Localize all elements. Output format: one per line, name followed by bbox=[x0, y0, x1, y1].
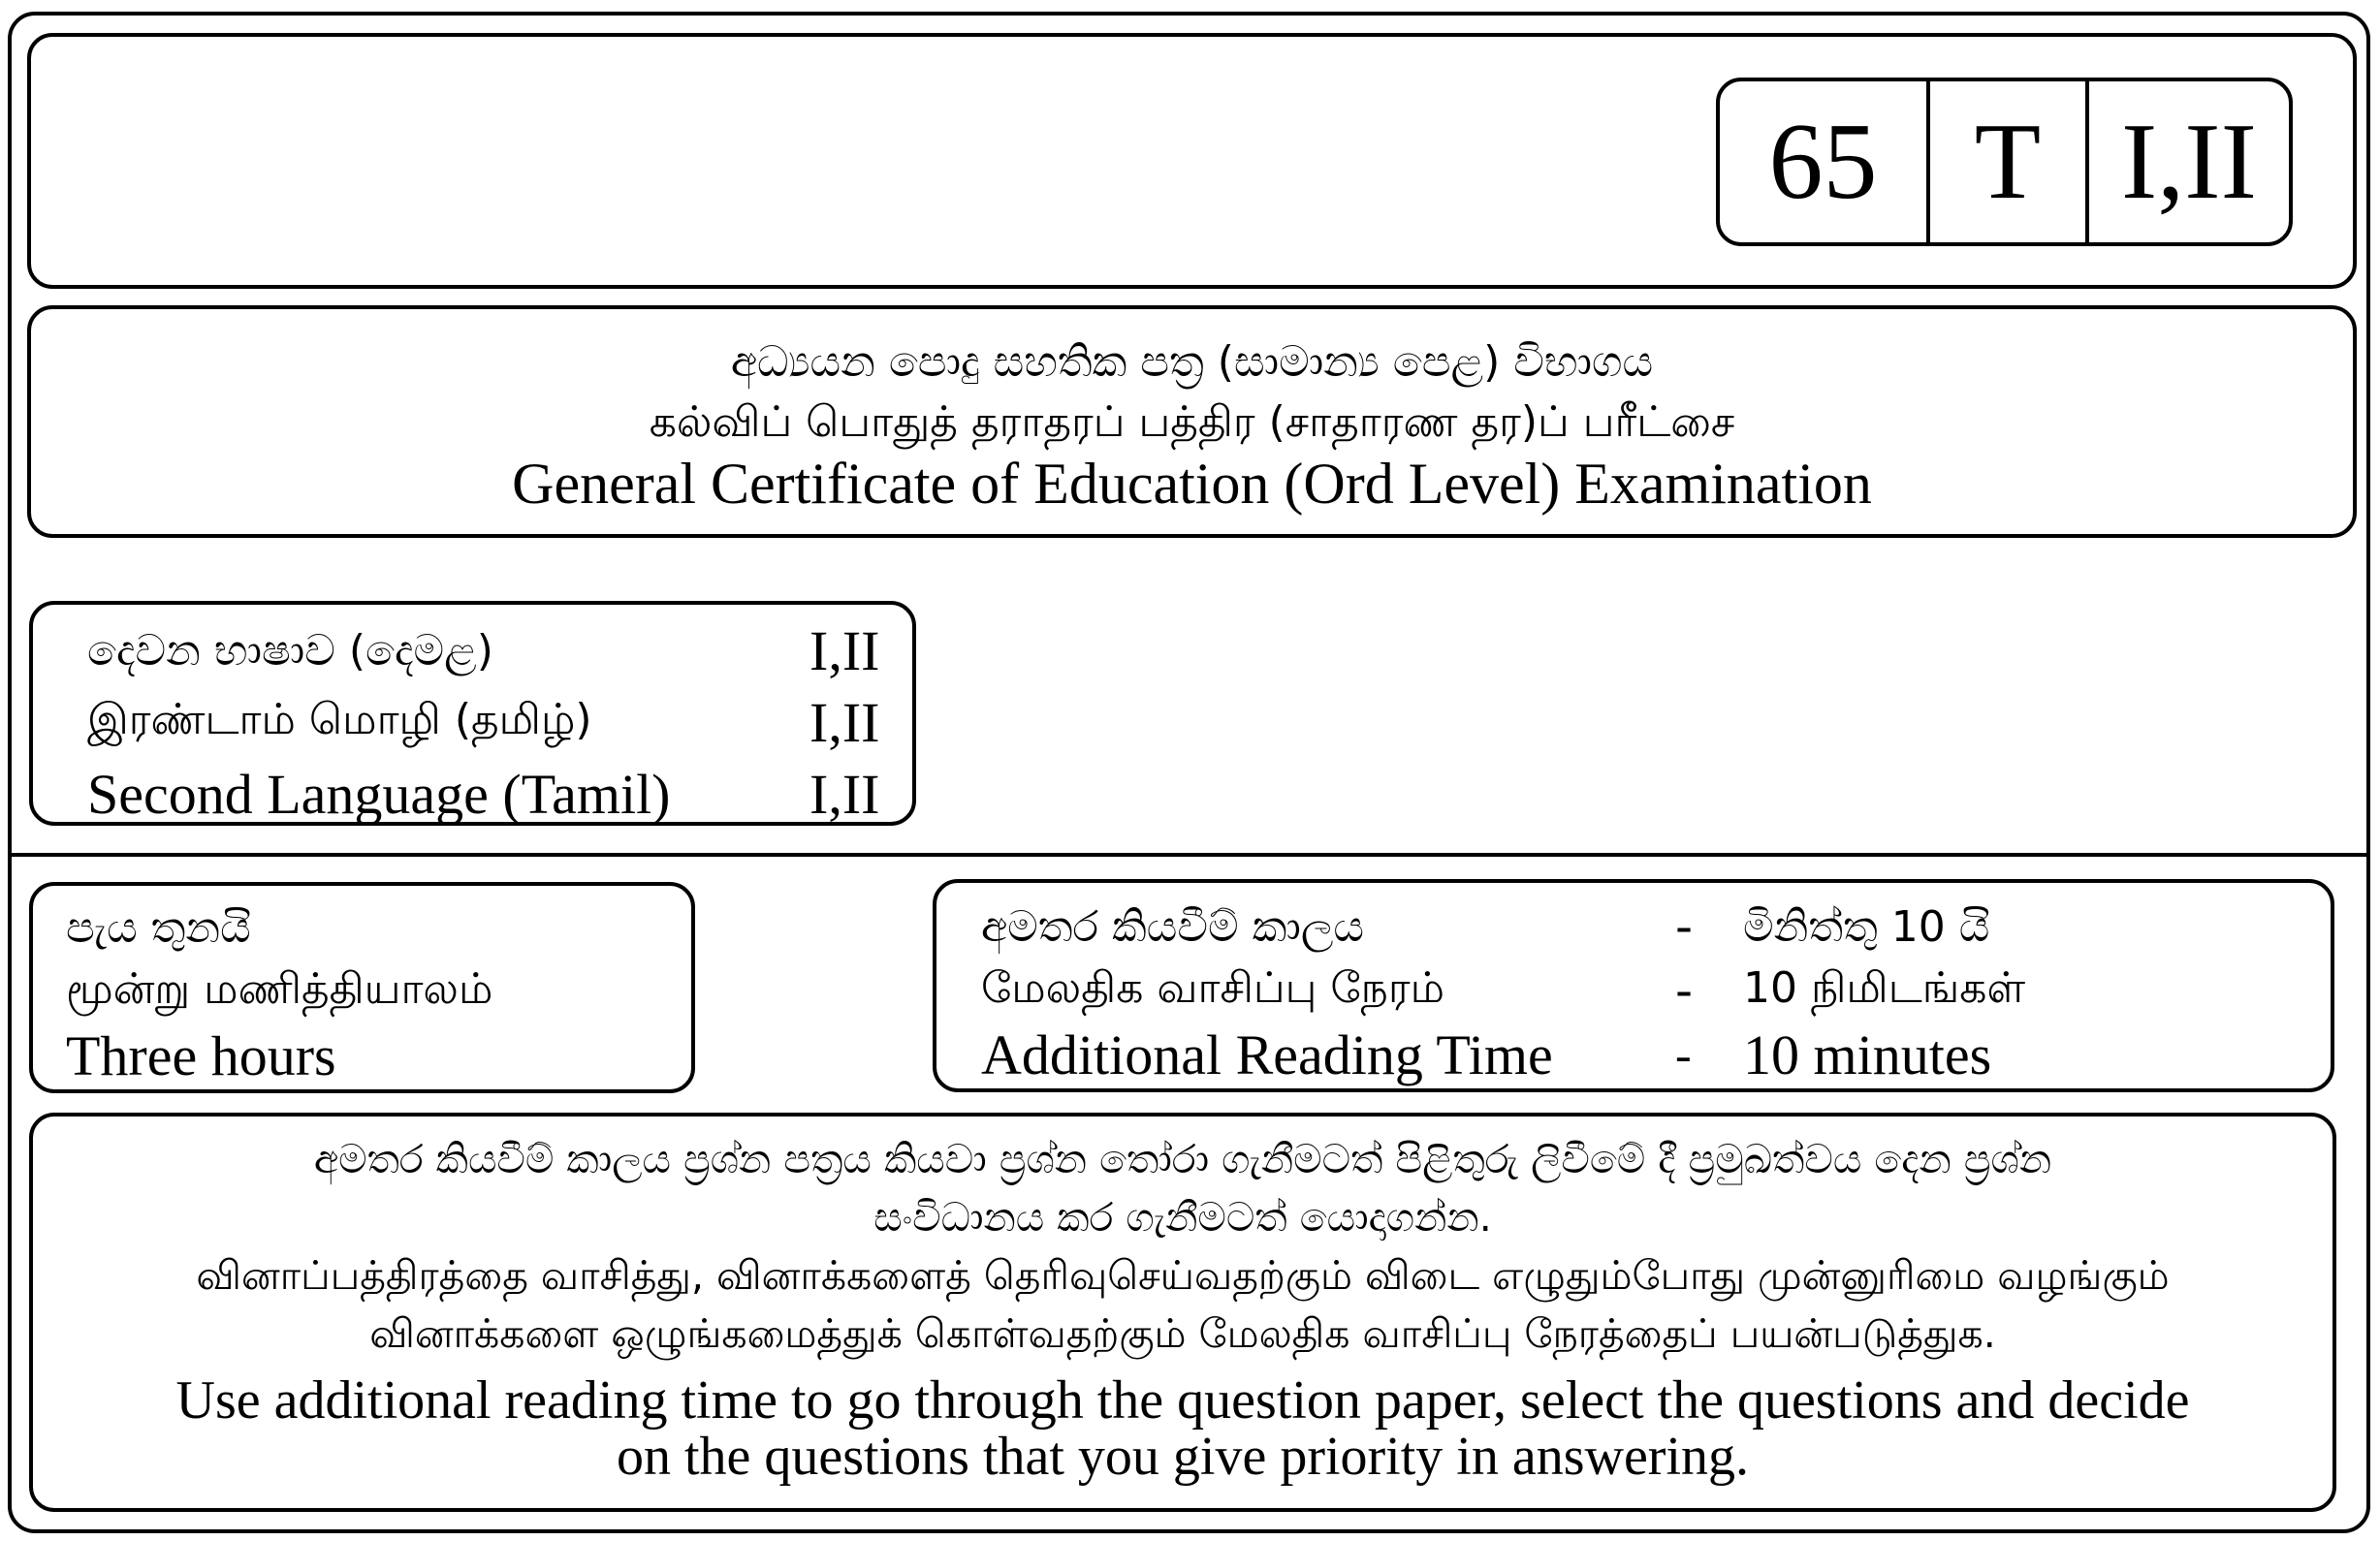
subject-code: I,II bbox=[809, 618, 880, 682]
instruction-sinhala-line-2: සංවිධානය කර ගැනීමටත් යොදාගන්න. bbox=[873, 1194, 1492, 1241]
subject-box bbox=[29, 601, 916, 826]
duration-box bbox=[29, 882, 695, 1093]
subject-name-sinhala: දෙවන භාෂාව (දෙමළ) bbox=[87, 625, 493, 676]
reading-time-value-english: 10 minutes bbox=[1743, 1022, 1992, 1086]
subject-name-tamil: இரண்டாம் மொழி (தமிழ்) bbox=[87, 694, 592, 744]
subject-row bbox=[87, 614, 912, 686]
duration-english: Three hours bbox=[66, 1023, 336, 1087]
duration-sinhala: පැය තුනයි bbox=[66, 902, 251, 953]
subject-number: 65 bbox=[1768, 102, 1878, 222]
dash-separator: - bbox=[1675, 962, 1694, 1019]
medium-code: T bbox=[1926, 81, 2085, 242]
instruction-english-line-2: on the questions that you give priority in answering. bbox=[616, 1427, 1750, 1487]
instruction-english-line-1: Use additional reading time to go through the question paper, select the questions and decide bbox=[175, 1370, 2190, 1431]
reading-time-row bbox=[981, 895, 2331, 959]
instructions-box bbox=[29, 1113, 2336, 1512]
exam-title-sinhala: අධ්‍යයන පොදු සහතික පත්‍ර (සාමාන්‍ය පෙළ) විභාගය bbox=[730, 337, 1654, 387]
dash-separator: - bbox=[1675, 1027, 1692, 1082]
reading-time-row bbox=[981, 1022, 2331, 1086]
reading-time-box bbox=[933, 879, 2334, 1092]
duration-tamil: மூன்று மணித்தியாலம் bbox=[66, 963, 493, 1014]
reading-time-label-tamil: மேலதிக வாசிப்பு நேரம் bbox=[981, 962, 1444, 1013]
exam-title-box bbox=[27, 305, 2357, 538]
reading-time-value-sinhala: මිනිත්තු 10 යි bbox=[1743, 901, 1990, 952]
dash-separator: - bbox=[1675, 898, 1694, 955]
subject-row bbox=[87, 686, 912, 758]
reading-time-row bbox=[981, 959, 2331, 1022]
subject-code: I,II bbox=[809, 762, 880, 826]
reading-time-value-tamil: 10 நிமிடங்கள் bbox=[1743, 962, 2026, 1013]
paper-parts: I,II bbox=[2085, 81, 2289, 242]
instruction-sinhala-line-1: අමතර කියවීම් කාලය ප්‍රශ්න පත්‍රය කියවා ප්‍රශ්න තෝරා ගැනීමටත් පිළිතුරු ලිවීමේ දී ප්‍රමුඛත්වය දෙන ප්‍රශ්න bbox=[313, 1136, 2052, 1182]
exam-title-tamil: கல்விப் பொதுத் தராதரப் பத்திர (சாதாரண தர)ப் பரீட்சை bbox=[649, 397, 1735, 447]
subject-name-english: Second Language (Tamil) bbox=[87, 762, 671, 826]
paper-code-box bbox=[1716, 78, 2293, 246]
exam-title-english: General Certificate of Education (Ord Level) Examination bbox=[512, 452, 1872, 516]
subject-code: I,II bbox=[809, 690, 880, 754]
reading-time-label-english: Additional Reading Time bbox=[981, 1022, 1553, 1086]
reading-time-label-sinhala: අමතර කියවීම් කාලය bbox=[981, 901, 1365, 952]
section-divider bbox=[8, 853, 2370, 857]
instruction-tamil-line-1: வினாப்பத்திரத்தை வாசித்து, வினாக்களைத் தெரிவுசெய்வதற்கும் விடை எழுதும்போது முன்னுரிமை வழங்கும் bbox=[196, 1252, 2170, 1299]
subject-row bbox=[87, 758, 912, 830]
instruction-tamil-line-2: வினாக்களை ஒழுங்கமைத்துக் கொள்வதற்கும் மேலதிக வாசிப்பு நேரத்தைப் பயன்படுத்துக. bbox=[369, 1310, 1996, 1357]
